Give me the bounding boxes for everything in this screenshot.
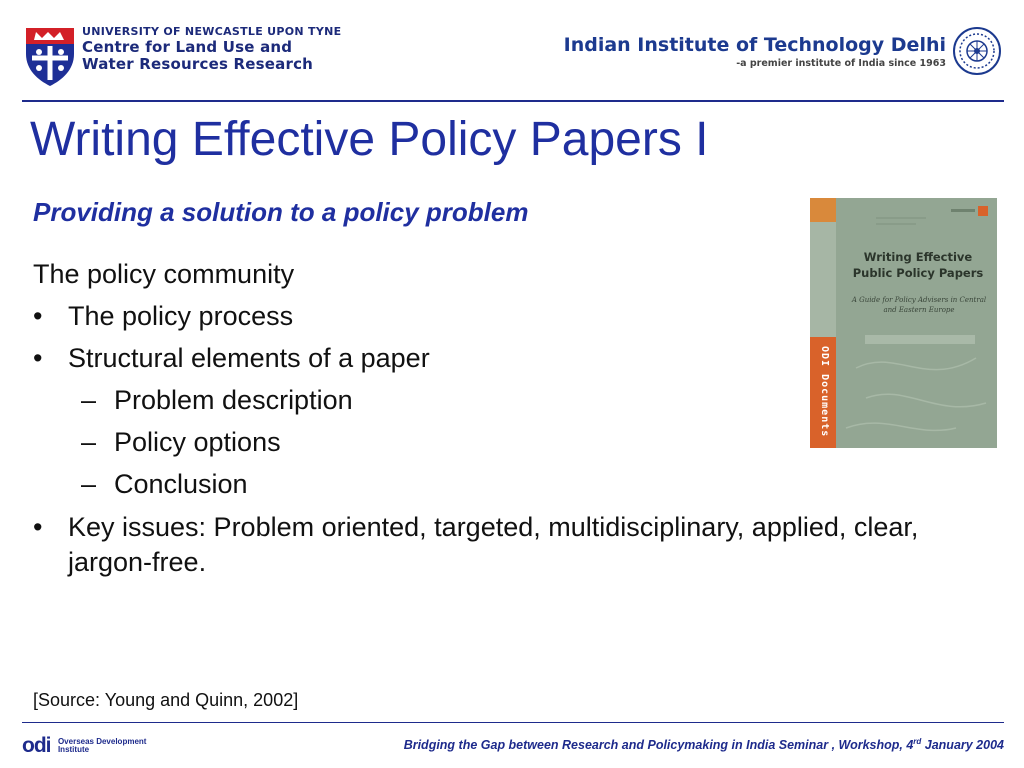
bullet-item xyxy=(33,510,953,580)
bullet-text: The policy process xyxy=(68,301,294,332)
publisher-logo-icon xyxy=(951,206,989,216)
footer-text-main: Bridging the Gap between Research and Policymaking in India Seminar , Workshop, 4 xyxy=(403,738,914,753)
source-citation: [Source: Young and Quinn, 2002] xyxy=(33,690,299,710)
centre-name-line1: Centre for Land Use and xyxy=(82,37,293,56)
odi-line2: Institute xyxy=(57,745,90,754)
university-name: UNIVERSITY OF NEWCASTLE UPON TYNE xyxy=(82,25,342,38)
iit-delhi-emblem-icon xyxy=(952,26,1002,76)
centre-name-line2: Water Resources Research xyxy=(82,54,314,73)
odi-mark: odi xyxy=(22,734,51,757)
book-cover-decoration xyxy=(836,198,997,448)
header-divider xyxy=(22,100,1004,102)
newcastle-crest-icon xyxy=(22,24,78,88)
bullet-text: Key issues: Problem oriented, targeted, multidisciplinary, applied, clear, jargon-free. xyxy=(68,511,919,577)
bullet-marker: • xyxy=(33,301,43,332)
footer-divider xyxy=(22,722,1004,723)
book-title: Writing Effective Public Policy Papers xyxy=(852,250,984,280)
dash-marker: – xyxy=(81,385,97,416)
slide-title: Writing Effective Policy Papers I xyxy=(30,113,709,166)
sub-bullet-text: Conclusion xyxy=(114,469,248,500)
bullet-text: Structural elements of a paper xyxy=(68,343,430,374)
sub-bullet-item xyxy=(33,467,953,502)
sub-bullet-text: Problem description xyxy=(114,385,353,416)
odi-wordmark xyxy=(58,738,147,755)
odi-logo xyxy=(22,734,146,758)
slide-subtitle: Providing a solution to a policy problem xyxy=(33,197,529,227)
iit-wordmark xyxy=(564,34,946,69)
dash-marker: – xyxy=(81,427,97,458)
book-cover-image xyxy=(810,198,997,448)
book-subtitle: A Guide for Policy Advisers in Central and Eastern Europe xyxy=(851,296,987,314)
iit-name: Indian Institute of Technology Delhi xyxy=(563,34,946,56)
odi-line1: Overseas Development xyxy=(57,736,147,746)
footer-caption xyxy=(404,737,1004,752)
sub-bullet-text: Policy options xyxy=(114,427,281,458)
footer-text-end: January 2004 xyxy=(921,738,1004,753)
newcastle-wordmark xyxy=(82,26,341,73)
intro-line: The policy community xyxy=(33,259,295,289)
bullet-marker: • xyxy=(33,343,43,374)
footer-text-sup: rd xyxy=(913,737,922,746)
dash-marker: – xyxy=(81,469,97,500)
iit-tagline: -a premier institute of India since 1963 xyxy=(736,58,946,69)
book-series-label: ODI Documents xyxy=(819,346,830,438)
bullet-marker: • xyxy=(33,511,43,542)
book-authors-bar xyxy=(865,335,975,344)
